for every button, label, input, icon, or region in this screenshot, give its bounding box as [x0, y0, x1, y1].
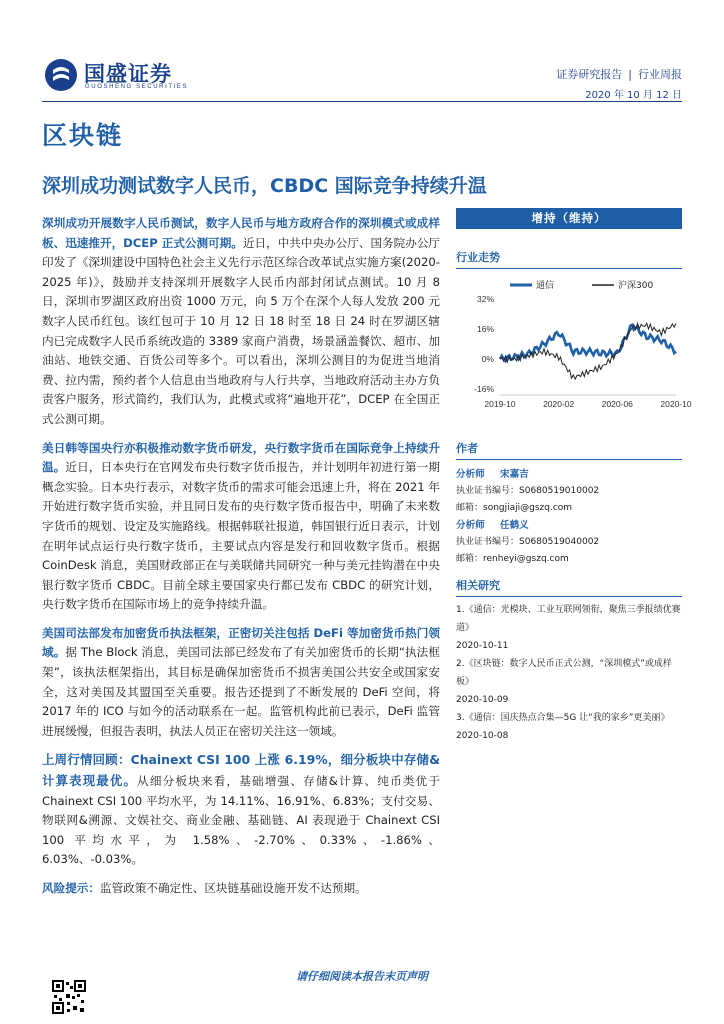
related-item[interactable] [456, 601, 682, 655]
analyst-row [456, 466, 682, 483]
analyst-cert: 执业证书编号：S0680519040002 [456, 537, 600, 547]
paragraph-lead: 美国司法部发布加密货币执法框架，正密切关注包括 DeFi 等加密货币热门领域。 [42, 625, 440, 660]
y-tick-label: 0% [481, 354, 494, 364]
company-logo [44, 56, 214, 96]
analyst-email[interactable]: 邮箱：renheyi@gszq.com [456, 554, 569, 564]
paragraph-cbdc [42, 439, 440, 615]
paragraph-lead: 上周行情回顾：Chainext CSI 100 上涨 6.19%，细分板块中存储&计算表现最优。 [42, 752, 440, 789]
company-logo-icon [44, 58, 78, 92]
legend-label: 通信 [536, 281, 555, 291]
author-block [456, 466, 682, 568]
x-tick-label: 2020-02 [543, 399, 575, 409]
x-tick-label: 2019-10 [484, 399, 516, 409]
analyst-row [456, 517, 682, 534]
analyst-name: 任鹤义 [500, 520, 529, 531]
company-name: 国盛证券 [84, 62, 172, 86]
related-item-title: 2.《区块链：数字人民币正式公测，“深圳模式”或成样板》 [456, 659, 672, 687]
y-tick-label: 32% [476, 294, 494, 304]
analyst-role: 分析师 [456, 469, 485, 480]
qr-code-icon [52, 980, 86, 1014]
paragraph-doj [42, 624, 440, 742]
paragraph-text: 近日，中共中央办公厅、国务院办公厅印发了《深圳建设中国特色社会主义先行示范区综合改革试点实施方案(2020-2025 年)》，鼓励并支持深圳开展数字人民币内部封闭试点测试。10 月 8 日，深圳市罗湖区政府出资 1000 万元，向 5 万个在深个人每人发放 200 元数字人民币红包。该红包可于 10 月 12 日 18 时至 18 日 24 时在罗湖区辖内已完成数字人民币系统改造的 3389 家商户消费，场景涵盖餐饮、超市、加油站、地铁交通、百货公司等多个。可以看出，深圳公测目的为促进当地消费、拉内需，预约者个人信息由当地政府与人行共享，当地政府活动主办方负责客户服务，形式简约，我们认为，此模式或将“遍地开花”，DCEP 在全国正式公测可期。 [42, 235, 441, 426]
paragraph-text: 从细分板块来看，基础增强、存储&计算、纯币类优于 Chainext CSI 100 平均水平，为 14.11%、16.91%、6.83%；支付交易、物联网&溯源、文娱社交、商业金融、基础链、AI 表现逊于 Chainext CSI 100 平均水平，为 1.58%、-2.70%、0.33%、-1.86%、6.03%、-0.03%。 [42, 774, 441, 867]
report-type: 证券研究报告 [556, 68, 623, 81]
company-name-en: GUOSHENG SECURITIES [85, 84, 189, 90]
header-divider [42, 101, 682, 102]
report-body [42, 214, 440, 908]
author-section-title: 作者 [456, 440, 682, 460]
related-item-title: 3.《通信：国庆热点合集—5G 让“我的家乡”更美丽》 [456, 713, 670, 723]
report-date: 2020 年 10 月 12 日 [585, 90, 682, 101]
x-tick-label: 2020-06 [601, 399, 633, 409]
paragraph-market-review [42, 750, 440, 870]
related-list [456, 601, 682, 745]
header-separator: | [628, 68, 632, 81]
paragraph-lead: 美日韩等国央行亦积极推动数字货币研发，央行数字货币在国际竞争上持续升温。 [42, 440, 440, 475]
paragraph-text: 近日，日本央行在官网发布央行数字货币报告，并计划明年初进行第一期概念实验。日本央行表示，对数字货币的需求可能会迅速上升，将在 2021 年开始进行数字货币实验，并且同日发布的央行数字货币报告中，明确了未来数字货币的规划、设定及实施路线。根据韩联社报道，韩国银行近日表示，计划在明年试点运行央行数字货币，主要试点内容是发行和回收数字货币。根据 CoinDesk 消息，美国财政部正在与美联储共同研究一种与美元挂钩潜在中央银行数字货币 CBDC。目前全球主要国家央行都已发布 CBDC 的研究计划，央行数字货币在国际市场上的竞争持续升温。 [42, 460, 440, 612]
paragraph-lead: 风险提示： [42, 881, 100, 895]
analyst-name: 宋嘉吉 [500, 469, 529, 480]
paragraph-lead: 深圳成功开展数字人民币测试，数字人民币与地方政府合作的深圳模式或成样板、迅速推开，DCEP 正式公测可期。 [42, 216, 440, 250]
report-type-line [556, 66, 682, 82]
related-item[interactable] [456, 655, 682, 709]
paragraph-risk [42, 879, 440, 899]
x-tick-label: 2020-10 [660, 399, 692, 409]
paragraph-text: 监管政策不确定性、区块链基础设施开发不达预期。 [99, 881, 367, 895]
related-item-date: 2020-10-08 [456, 731, 509, 741]
analyst-role: 分析师 [456, 520, 485, 531]
paragraph-dcep [42, 214, 440, 430]
report-kind: 行业周报 [638, 68, 682, 81]
analyst-email[interactable]: 邮箱：songjiaji@gszq.com [456, 503, 573, 513]
related-item-date: 2020-10-11 [456, 641, 509, 651]
y-tick-label: -16% [474, 384, 494, 394]
related-section-title: 相关研究 [456, 577, 682, 597]
trend-chart [456, 277, 692, 417]
legend-label: 沪深300 [618, 281, 654, 291]
paragraph-text: 据 The Block 消息，美国司法部已经发布了有关加密货币的长期“执法框架”，该执法框架指出，其目标是确保加密货币不损害美国公共安全或国家安全，这对美国及其盟国至关重要。报告还提到了不断发展的 DeFi 空间，将 2017 年的 ICO 与如今的活动联系在一起。监管机构此前已表示，DeFi 监管进展缓慢，但报告表明，执法人员正在密切关注这一领域。 [42, 645, 440, 738]
sector-title: 区块链 [42, 121, 124, 150]
related-item[interactable] [456, 709, 682, 745]
report-headline: 深圳成功测试数字人民币，CBDC 国际竞争持续升温 [42, 175, 487, 197]
related-item-title: 1.《通信：光模块、工业互联网领衔，聚焦三季报绩优赛道》 [456, 605, 681, 633]
footer-disclaimer: 请仔细阅读本报告末页声明 [296, 970, 428, 983]
y-tick-label: 16% [476, 324, 494, 334]
rating-badge: 增持（维持） [456, 208, 682, 229]
related-item-date: 2020-10-09 [456, 695, 509, 705]
analyst-cert: 执业证书编号：S0680519010002 [456, 486, 600, 496]
trend-chart-svg [456, 277, 692, 417]
trend-section-title: 行业走势 [456, 249, 682, 269]
sidebar [456, 208, 692, 745]
